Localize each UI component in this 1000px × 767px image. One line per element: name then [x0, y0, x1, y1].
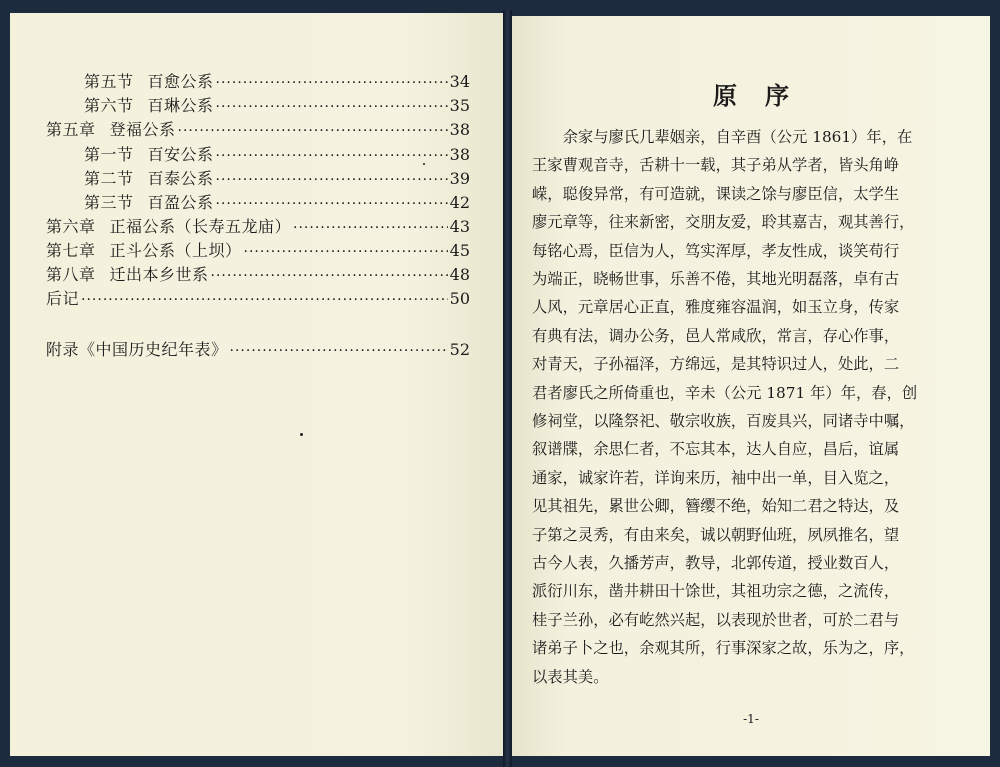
toc-title: 百愈公系: [147, 72, 214, 91]
toc-number: 后记: [46, 289, 80, 308]
preface-line: 对青天，子孙福泽，方绵远，是其特识过人，处此，二: [532, 355, 900, 374]
toc-entry: [46, 262, 470, 286]
toc-page-number: 35: [449, 96, 470, 115]
toc-leader-dots: [216, 99, 448, 115]
toc-entry: [84, 69, 470, 93]
toc-number: 第六章: [46, 217, 96, 236]
toc-page-number: 52: [449, 340, 470, 359]
book-gutter: [503, 10, 512, 767]
toc-entry: [46, 117, 470, 141]
toc-label: [46, 117, 176, 140]
toc-page-number: 43: [449, 217, 470, 236]
toc-number: 第二节: [84, 169, 134, 188]
toc-title: 百琳公系: [147, 96, 214, 115]
preface-line: 子第之灵秀，有由来矣，诚以朝野仙班，夙夙推名，望: [532, 525, 900, 544]
toc-label: [84, 69, 214, 92]
toc-title: 正斗公系（上坝）: [109, 241, 242, 260]
toc-page-number: 38: [449, 145, 470, 164]
toc-page-number: 50: [449, 289, 470, 308]
toc-label: [84, 142, 214, 165]
page-title: 原序: [713, 81, 817, 110]
toc-title: 迁出本乡世系: [109, 265, 209, 284]
preface-line: 为端正，晓畅世事，乐善不倦，其地光明磊落，卓有古: [532, 270, 900, 288]
preface-line: 每铭心焉，臣信为人，笃实浑厚，孝友性成，谈笑苟行: [532, 241, 900, 260]
toc-entry: [46, 286, 470, 310]
toc-entry: [46, 214, 470, 238]
toc-entry: [84, 190, 470, 214]
toc-entry: [46, 238, 470, 262]
toc-leader-dots: [216, 75, 448, 91]
toc-leader-dots: [211, 268, 448, 284]
toc-number: 附录《中国历史纪年表》: [46, 340, 228, 359]
toc-number: 第一节: [84, 145, 134, 164]
toc-label: [46, 337, 228, 360]
toc-page-number: 34: [449, 72, 470, 91]
preface-line: 桂子兰孙，必有屹然兴起，以表现於世者，可於二君与: [532, 610, 900, 629]
preface-line: 修祠堂，以隆祭祀、敬宗收族，百废具兴，同诸寺中嘱，: [532, 412, 915, 430]
toc-label: [84, 190, 214, 213]
toc-label: [46, 262, 209, 285]
toc-page-number: 42: [449, 193, 470, 212]
preface-line: 人风，元章居心正直，雅度雍容温润，如玉立身，传家: [532, 298, 900, 317]
toc-label: [84, 166, 214, 189]
preface-line: 通家，诚家许若，详询来历，袖中出一单，目入览之，: [532, 468, 900, 487]
preface-line: 见其祖先，累世公卿，簪缨不绝，始知二君之特达，及: [532, 497, 900, 516]
toc-label: [46, 286, 79, 309]
ink-speck: [423, 163, 425, 165]
preface-line: 叙谱牒，余思仁者，不忘其本，达人自应，昌后，谊属: [532, 440, 900, 459]
preface-line: 君者廖氏之所倚重也，辛未（公元 1871 年）年，春，创: [532, 383, 918, 402]
toc-label: [84, 93, 214, 116]
toc-leader-dots: [244, 244, 448, 260]
ink-speck: [300, 433, 303, 436]
preface-line: 廖元章等，往来新密，交朋友爱，聆其嘉吉，观其善行，: [532, 213, 915, 232]
toc-number: 第三节: [84, 193, 134, 212]
toc-number: 第六节: [84, 96, 134, 115]
toc-page-number: 45: [449, 241, 470, 260]
preface-line: 嵘，聪俊异常，有可造就，课读之馀与廖臣信，太学生: [532, 184, 900, 203]
toc-leader-dots: [216, 172, 448, 188]
toc-number: 第五章: [46, 120, 96, 139]
toc-label: [46, 238, 242, 261]
preface-line: 王家曹观音寺，舌耕十一载，其子弟从学者，皆头角峥: [532, 156, 900, 175]
preface-line: 诸弟子卜之也，余观其所，行事深家之故，乐为之，序，: [532, 639, 915, 658]
preface-line: 以表其美。: [532, 667, 609, 686]
preface-page: [512, 16, 990, 756]
toc-page-number: 39: [449, 169, 470, 188]
toc-number: 第八章: [46, 265, 96, 284]
toc-leader-dots: [178, 123, 448, 139]
toc-title: 百安公系: [147, 145, 214, 164]
toc-entry: [84, 93, 470, 117]
page-number: -1-: [743, 712, 759, 726]
toc-leader-dots: [216, 148, 448, 164]
toc-leader-dots: [216, 196, 448, 212]
toc-leader-dots: [293, 220, 448, 236]
toc-number: 第五节: [84, 72, 134, 91]
toc-page-number: 38: [449, 120, 470, 139]
toc-entry: [46, 337, 470, 361]
preface-line: 有典有法，调办公务，邑人常咸欣，常言，存心作事，: [532, 326, 900, 345]
toc-entry: [84, 166, 470, 190]
preface-line: 派衍川东，凿井耕田十馀世，其祖功宗之德，之流传，: [532, 582, 900, 601]
preface-line: 余家与廖氏几辈姻亲，自辛酉（公元 1861）年，在: [532, 128, 913, 146]
toc-leader-dots: [230, 343, 448, 359]
toc-entry: [84, 142, 470, 166]
toc-title: 百泰公系: [147, 169, 214, 188]
toc-title: 正福公系（长寿五龙庙）: [109, 217, 292, 236]
toc-page-number: 48: [449, 265, 470, 284]
toc-page: [10, 13, 503, 756]
toc-label: [46, 214, 291, 237]
toc-title: 百盈公系: [147, 193, 214, 212]
preface-line: 古今人表，久播芳声，教导，北郭传道，授业数百人，: [532, 554, 900, 572]
toc-leader-dots: [81, 292, 448, 308]
toc-number: 第七章: [46, 241, 96, 260]
toc-title: 登福公系: [109, 120, 176, 139]
